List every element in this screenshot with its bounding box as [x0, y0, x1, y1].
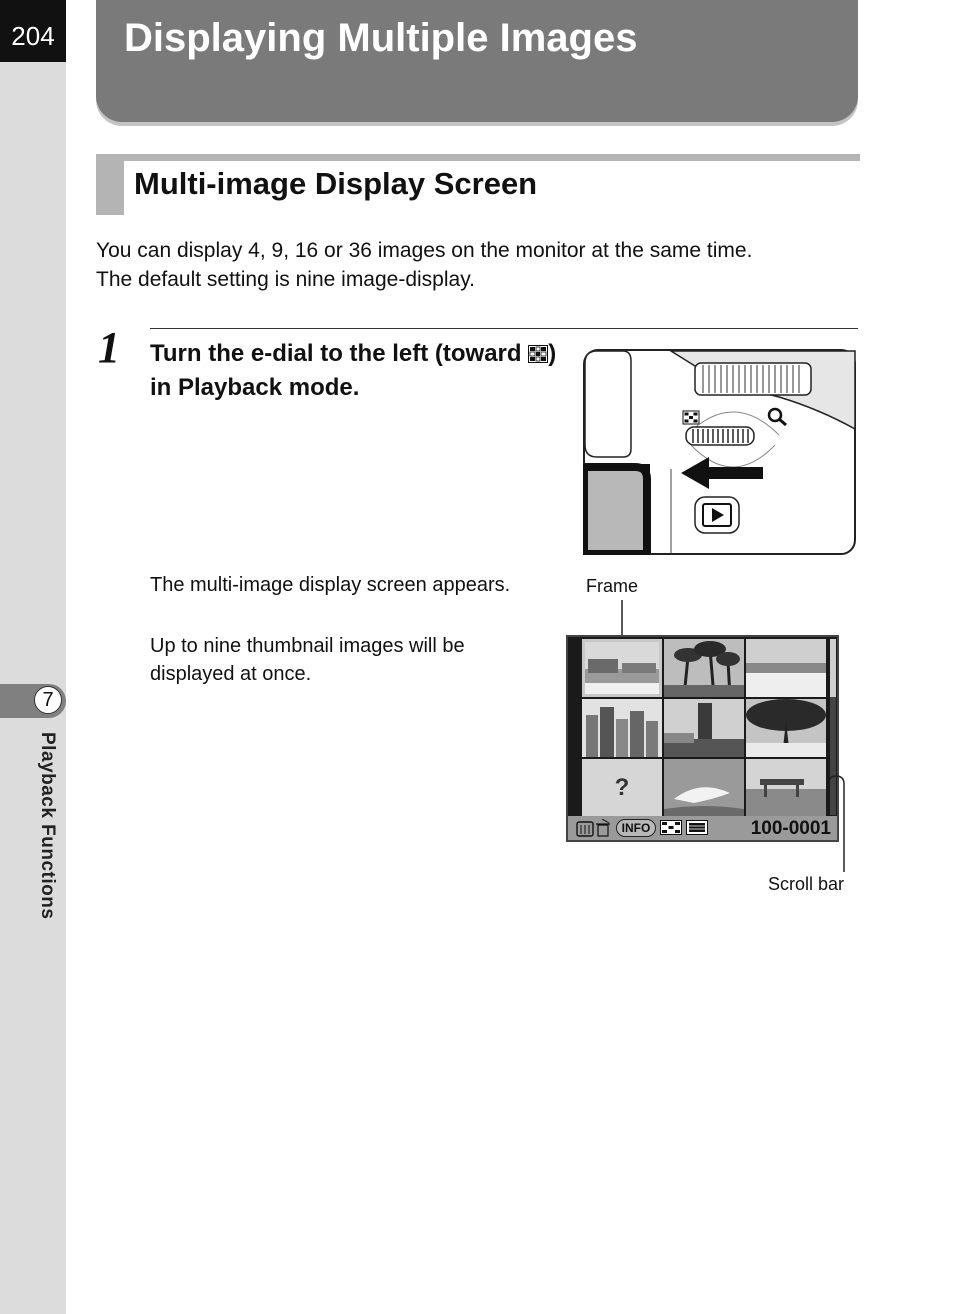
chapter-sidebar: [0, 0, 66, 1314]
thumbnail-2[interactable]: [664, 639, 744, 697]
info-button-icon: INFO: [616, 819, 656, 837]
step-number: 1: [98, 323, 120, 372]
thumbnail-5[interactable]: [664, 699, 744, 757]
chapter-number: 7: [34, 686, 62, 714]
multi-image-display-icon: [528, 340, 548, 372]
section-bar: [96, 154, 860, 161]
thumbnail-3[interactable]: [746, 639, 826, 697]
camera-dial-illustration: [583, 349, 856, 555]
description-1: The multi-image display screen appears.: [150, 574, 511, 596]
intro-text: [96, 236, 752, 294]
thumbnail-7-unknown[interactable]: [582, 759, 662, 817]
trash-all-icon: [596, 819, 610, 836]
thumbnail-4[interactable]: [582, 699, 662, 757]
multi-image-icon: [660, 820, 682, 835]
folder-display-icon: [686, 820, 708, 835]
step-instruction: [150, 338, 560, 404]
page-number: 204: [0, 0, 66, 62]
chapter-title: Playback Functions: [37, 732, 58, 920]
lcd-status-bar: [568, 816, 837, 840]
description-2: Up to nine thumbnail images will be displayed at once.: [150, 635, 465, 685]
step-text-part2: ) in Playback mode.: [150, 340, 557, 401]
intro-line-1: You can display 4, 9, 16 or 36 images on the monitor at the same time.: [96, 239, 753, 262]
thumbnail-1[interactable]: [582, 639, 662, 697]
section-marker: [96, 154, 124, 215]
multi-image-display-screen: [566, 635, 839, 842]
thumbnail-8[interactable]: [664, 759, 744, 817]
scroll-bar-thumb[interactable]: [830, 639, 836, 697]
file-number: 100-0001: [750, 818, 831, 839]
page-title: Displaying Multiple Images: [124, 16, 638, 60]
thumbnail-9[interactable]: [746, 759, 826, 817]
thumbnail-6[interactable]: [746, 699, 826, 757]
scroll-bar-callout-line: [826, 774, 852, 874]
intro-line-2: The default setting is nine image-display.: [96, 268, 475, 291]
step-text-part1: Turn the e-dial to the left (toward: [150, 340, 529, 367]
step-divider: [150, 328, 858, 329]
scroll-bar-callout-label: Scroll bar: [768, 874, 845, 894]
trash-icon: [577, 822, 593, 836]
thumbnail-grid: [582, 639, 828, 819]
section-title: Multi-image Display Screen: [134, 166, 538, 201]
frame-callout-label: Frame: [586, 576, 639, 596]
unknown-image-mark: ?: [614, 774, 630, 801]
